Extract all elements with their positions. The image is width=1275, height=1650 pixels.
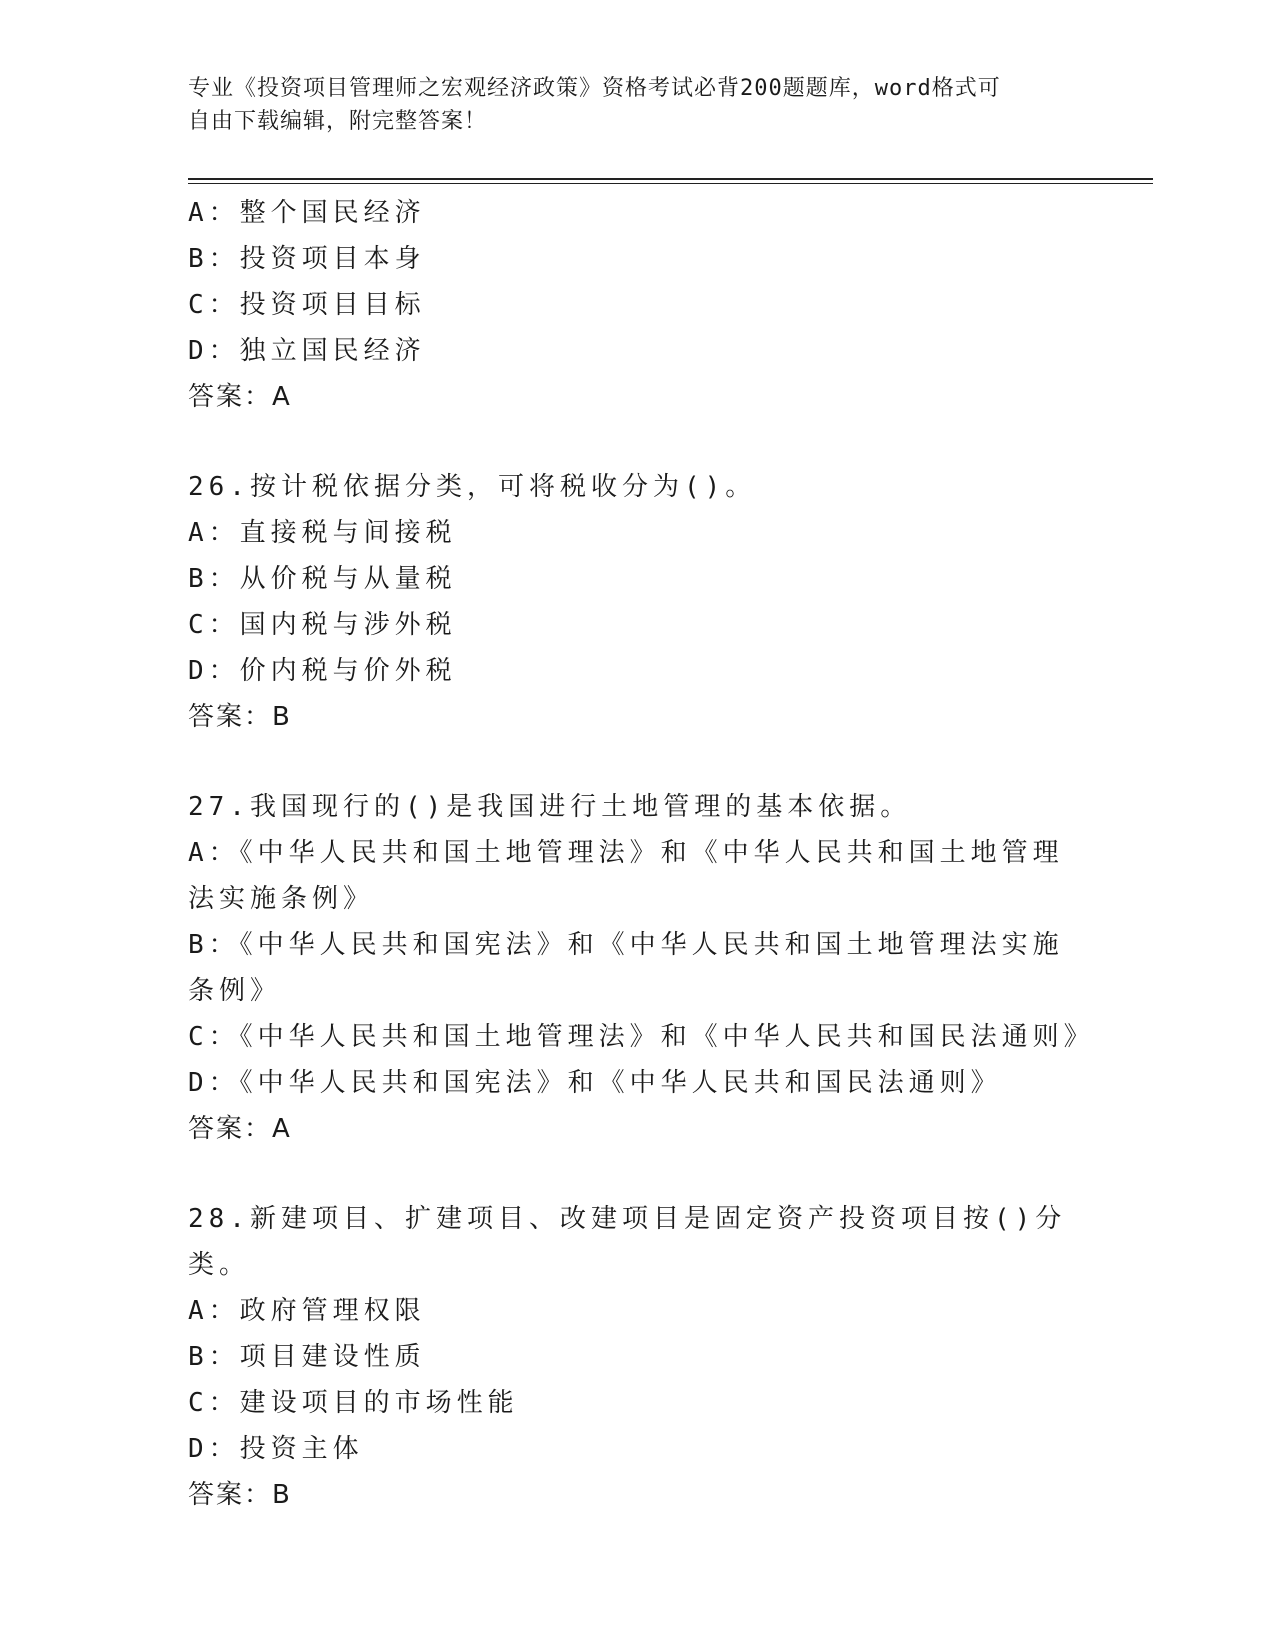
question-block-25 <box>188 190 1088 420</box>
option-d: D：价内税与价外税 <box>188 656 457 686</box>
header-line-1: 专业《投资项目管理师之宏观经济政策》资格考试必背200题题库，word格式可 <box>188 76 1001 101</box>
header-divider-thick <box>188 178 1153 180</box>
question-text: 28.新建项目、扩建项目、改建项目是固定资产投资项目按()分类。 <box>188 1204 1067 1280</box>
option-c: C：《中华人民共和国土地管理法》和《中华人民共和国民法通则》 <box>188 1022 1095 1052</box>
option-a: A：直接税与间接税 <box>188 518 457 548</box>
option-a: A：《中华人民共和国土地管理法》和《中华人民共和国土地管理法实施条例》 <box>188 838 1064 914</box>
option-c: C：建设项目的市场性能 <box>188 1388 519 1418</box>
question-block-28 <box>188 1196 1088 1518</box>
question-block-26 <box>188 464 1088 740</box>
option-d: D：投资主体 <box>188 1434 364 1464</box>
option-d: D：独立国民经济 <box>188 336 426 366</box>
question-list <box>188 190 1095 1518</box>
answer-label: 答案：B <box>188 702 292 732</box>
question-block-27 <box>188 784 1095 1152</box>
option-a: A：整个国民经济 <box>188 198 426 228</box>
answer-label: 答案：A <box>188 382 292 412</box>
option-b: B：投资项目本身 <box>188 244 426 274</box>
document-header <box>188 72 1068 138</box>
question-text: 27.我国现行的()是我国进行土地管理的基本依据。 <box>188 792 912 822</box>
option-c: C：投资项目目标 <box>188 290 426 320</box>
header-line-2: 自由下载编辑，附完整答案！ <box>188 109 488 134</box>
question-text: 26.按计税依据分类，可将税收分为()。 <box>188 472 757 502</box>
option-b: B：项目建设性质 <box>188 1342 426 1372</box>
option-c: C：国内税与涉外税 <box>188 610 457 640</box>
header-divider-thin <box>188 183 1153 184</box>
option-d: D：《中华人民共和国宪法》和《中华人民共和国民法通则》 <box>188 1068 1002 1098</box>
option-b: B：《中华人民共和国宪法》和《中华人民共和国土地管理法实施条例》 <box>188 930 1064 1006</box>
option-a: A：政府管理权限 <box>188 1296 426 1326</box>
answer-label: 答案：B <box>188 1480 292 1510</box>
answer-label: 答案：A <box>188 1114 292 1144</box>
option-b: B：从价税与从量税 <box>188 564 457 594</box>
